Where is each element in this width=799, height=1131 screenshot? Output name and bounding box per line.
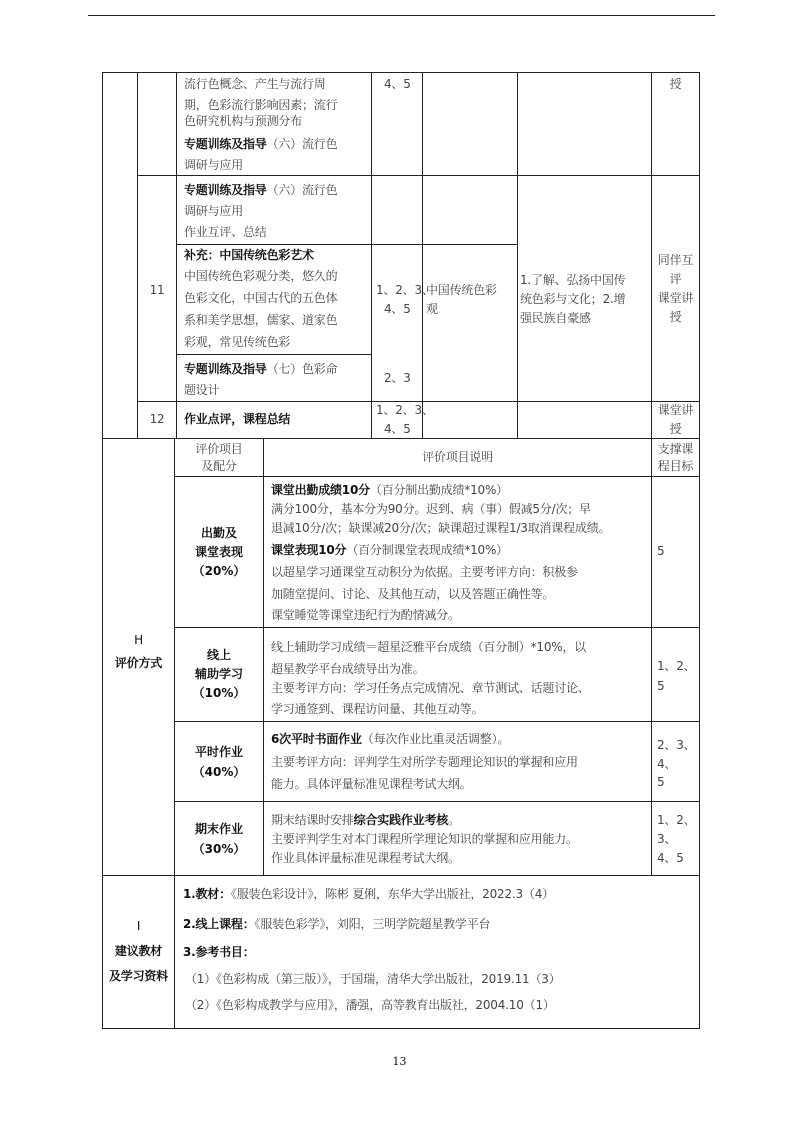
page-number: 13 bbox=[392, 1055, 407, 1068]
online-course-line: 2.线上课程：《服装色彩学》，刘阳，三明学院超星教学平台 bbox=[183, 917, 491, 931]
col-line bbox=[517, 72, 518, 438]
h-row2-support-2: 5 bbox=[657, 679, 665, 693]
h-row4-line-2: 主要评判学生对本门课程所学理论知识的掌握和应用能力。 bbox=[271, 832, 578, 846]
border-bottom bbox=[102, 1028, 700, 1029]
row12-method-2: 授 bbox=[669, 422, 682, 436]
h-row4-line-3: 作业具体评量标准见课程考试大纲。 bbox=[271, 851, 460, 865]
border-right bbox=[699, 72, 700, 1029]
h-row3-item-1: 平时作业 bbox=[194, 744, 243, 759]
guide6b-line-2: 调研与应用 bbox=[184, 204, 244, 218]
col-line bbox=[176, 72, 177, 438]
supp-ideology-2: 统色彩与文化；2.增 bbox=[520, 292, 626, 306]
h-row1-line-5: 以超星学习通课堂互动积分为依据。主要考评方向：积极参 bbox=[271, 565, 578, 579]
row12-goals-1: 1、2、3、 bbox=[376, 403, 434, 417]
h-header-item-2: 及配分 bbox=[201, 459, 237, 473]
h-row2-line-4: 学习通签到、课程访问量、其他互动等。 bbox=[271, 702, 484, 716]
guide6-line-2: 调研与应用 bbox=[184, 158, 244, 172]
border-top bbox=[102, 72, 700, 73]
supp-goals-2: 4、5 bbox=[384, 302, 411, 316]
guide6-line-1: 专题训练及指导（六）流行色 bbox=[184, 137, 338, 151]
h-row3-item-2: （40%） bbox=[192, 764, 246, 779]
guide6b-line-1: 专题训练及指导（六）流行色 bbox=[184, 183, 338, 197]
supp-line-2: 色彩文化，中国古代的五色体 bbox=[184, 291, 338, 305]
cont-line-3: 色研究机构与预测分布 bbox=[184, 114, 303, 128]
section-i-letter: I bbox=[136, 919, 141, 933]
supp-line-4: 彩观，常见传统色彩 bbox=[184, 335, 291, 349]
h-header-item-1: 评价项目 bbox=[195, 442, 243, 456]
week-12: 12 bbox=[149, 412, 165, 426]
row12-goals-2: 4、5 bbox=[384, 422, 411, 436]
h-row1-item-3: （20%） bbox=[192, 563, 246, 578]
refs-label: 3.参考书目： bbox=[183, 945, 255, 959]
supp-ideology-3: 强民族自豪感 bbox=[520, 311, 591, 325]
method-11-2: 评 bbox=[669, 272, 682, 286]
guide7-line-2: 题设计 bbox=[184, 383, 220, 397]
h-row3-support-3: 5 bbox=[657, 775, 665, 789]
h-row3-support-2: 4、 bbox=[657, 757, 677, 771]
ref-item-2: （2）《色彩构成教学与应用》，潘强，高等教育出版社，2004.10（1） bbox=[185, 998, 555, 1012]
h-row2-support-1: 1、2、 bbox=[657, 659, 696, 673]
h-row4-line-1: 期末结课时安排综合实践作业考核。 bbox=[271, 813, 460, 827]
h-row4-item-2: （30%） bbox=[192, 841, 246, 856]
cont-line-2: 期，色彩流行影响因素；流行 bbox=[184, 98, 338, 112]
h-row2-line-1: 线上辅助学习成绩＝超星泛雅平台成绩（百分制）*10%，以 bbox=[271, 640, 587, 654]
h-header-support-2: 程目标 bbox=[657, 459, 694, 473]
col-line bbox=[422, 72, 423, 438]
h-row4-item bbox=[175, 802, 263, 875]
cont-line-1: 流行色概念、产生与流行周 bbox=[184, 77, 326, 91]
h-row1-line-2: 满分100分，基本分为90分。迟到、病（事）假减5分/次；早 bbox=[271, 502, 591, 516]
h-row2-item bbox=[175, 628, 263, 721]
row-line bbox=[176, 354, 371, 355]
h-row3-line-1: 6次平时书面作业（每次作业比重灵活调整）。 bbox=[271, 732, 510, 746]
textbook-line: 1.教材：《服装色彩设计》，陈彬 夏俐，东华大学出版社，2022.3（4） bbox=[183, 887, 554, 901]
row-line bbox=[102, 875, 700, 876]
h-row1-line-1: 课堂出勤成绩10分（百分制出勤成绩*10%） bbox=[271, 483, 508, 497]
method-11-3: 课堂讲 bbox=[657, 291, 694, 305]
supp-line-1: 中国传统色彩观分类，悠久的 bbox=[184, 269, 338, 283]
section-h-label: 评价方式 bbox=[114, 656, 163, 670]
h-row2-item-2: 辅助学习 bbox=[194, 667, 243, 681]
h-header-desc: 评价项目说明 bbox=[422, 450, 493, 464]
h-row4-item-1: 期末作业 bbox=[194, 821, 243, 836]
section-i-label-1: 建议教材 bbox=[114, 944, 163, 958]
h-row1-item-1: 出勤及 bbox=[200, 525, 237, 540]
h-row1-item-2: 课堂表现 bbox=[194, 544, 243, 559]
h-row2-line-3: 主要考评方向：学习任务点完成情况、章节测试、话题讨论、 bbox=[271, 681, 590, 695]
h-row1-line-4: 课堂表现10分（百分制课堂表现成绩*10%） bbox=[271, 543, 508, 557]
col-line bbox=[174, 875, 175, 1029]
supp-line-3: 系和美学思想，儒家、道家色 bbox=[184, 313, 338, 327]
guide7-line-1: 专题训练及指导（七）色彩命 bbox=[184, 362, 338, 376]
h-row2-line-2: 超星教学平台成绩导出为准。 bbox=[271, 662, 425, 676]
section-i-label-2: 及学习资料 bbox=[108, 969, 168, 983]
col-line bbox=[651, 438, 652, 875]
col-line bbox=[263, 438, 264, 875]
col-line bbox=[371, 72, 372, 438]
method-11-4: 授 bbox=[669, 310, 682, 324]
header-rule bbox=[88, 15, 715, 16]
h-row3-item bbox=[175, 722, 263, 801]
supp-focus-2: 观 bbox=[426, 302, 438, 316]
h-row1-line-3: 退减10分/次；缺课减20分/次；缺课超过课程1/3取消课程成绩。 bbox=[271, 521, 611, 535]
h-row4-support-3: 4、5 bbox=[657, 851, 684, 865]
h-row3-line-3: 能力。具体评量标准见课程考试大纲。 bbox=[271, 777, 472, 791]
h-row4-support-1: 1、2、 bbox=[657, 813, 696, 827]
h-row1-line-7: 课堂睡觉等课堂违纪行为酌情减分。 bbox=[271, 608, 460, 622]
guide7-goals: 2、3 bbox=[384, 371, 411, 385]
h-row1-line-6: 加随堂提问、讨论、及其他互动，以及答题正确性等。 bbox=[271, 587, 555, 601]
cont-method: 授 bbox=[669, 77, 682, 91]
row12-method-1: 课堂讲 bbox=[657, 403, 694, 417]
h-row4-support-2: 3、 bbox=[657, 832, 677, 846]
cont-goals: 4、5 bbox=[384, 77, 411, 91]
week-11: 11 bbox=[149, 283, 165, 297]
section-h-letter: H bbox=[134, 633, 143, 647]
border-left bbox=[102, 72, 103, 1029]
row12-content: 作业点评，课程总结 bbox=[184, 412, 291, 426]
h-row3-line-2: 主要考评方向：评判学生对所学专题理论知识的掌握和应用 bbox=[271, 755, 578, 769]
h-row1-item bbox=[175, 477, 263, 627]
supp-focus-1: 中国传统色彩 bbox=[426, 283, 497, 297]
supp-title: 补充：中国传统色彩艺术 bbox=[184, 248, 314, 262]
supp-ideology-1: 1.了解、弘扬中国传 bbox=[520, 273, 626, 287]
h-row2-item-1: 线上 bbox=[206, 648, 231, 662]
col-line bbox=[137, 72, 138, 438]
supp-goals-1: 1、2、3、 bbox=[376, 283, 434, 297]
h-header-support-1: 支撑课 bbox=[657, 442, 694, 456]
ref-item-1: （1）《色彩构成（第三版）》，于国瑞，清华大学出版社，2019.11（3） bbox=[185, 972, 561, 986]
h-row1-support: 5 bbox=[657, 544, 665, 558]
h-row3-support-1: 2、3、 bbox=[657, 738, 696, 752]
h-row2-item-3: （10%） bbox=[192, 686, 246, 700]
method-11-1: 同伴互 bbox=[657, 253, 694, 267]
guide6b-line-3: 作业互评、总结 bbox=[184, 225, 267, 239]
